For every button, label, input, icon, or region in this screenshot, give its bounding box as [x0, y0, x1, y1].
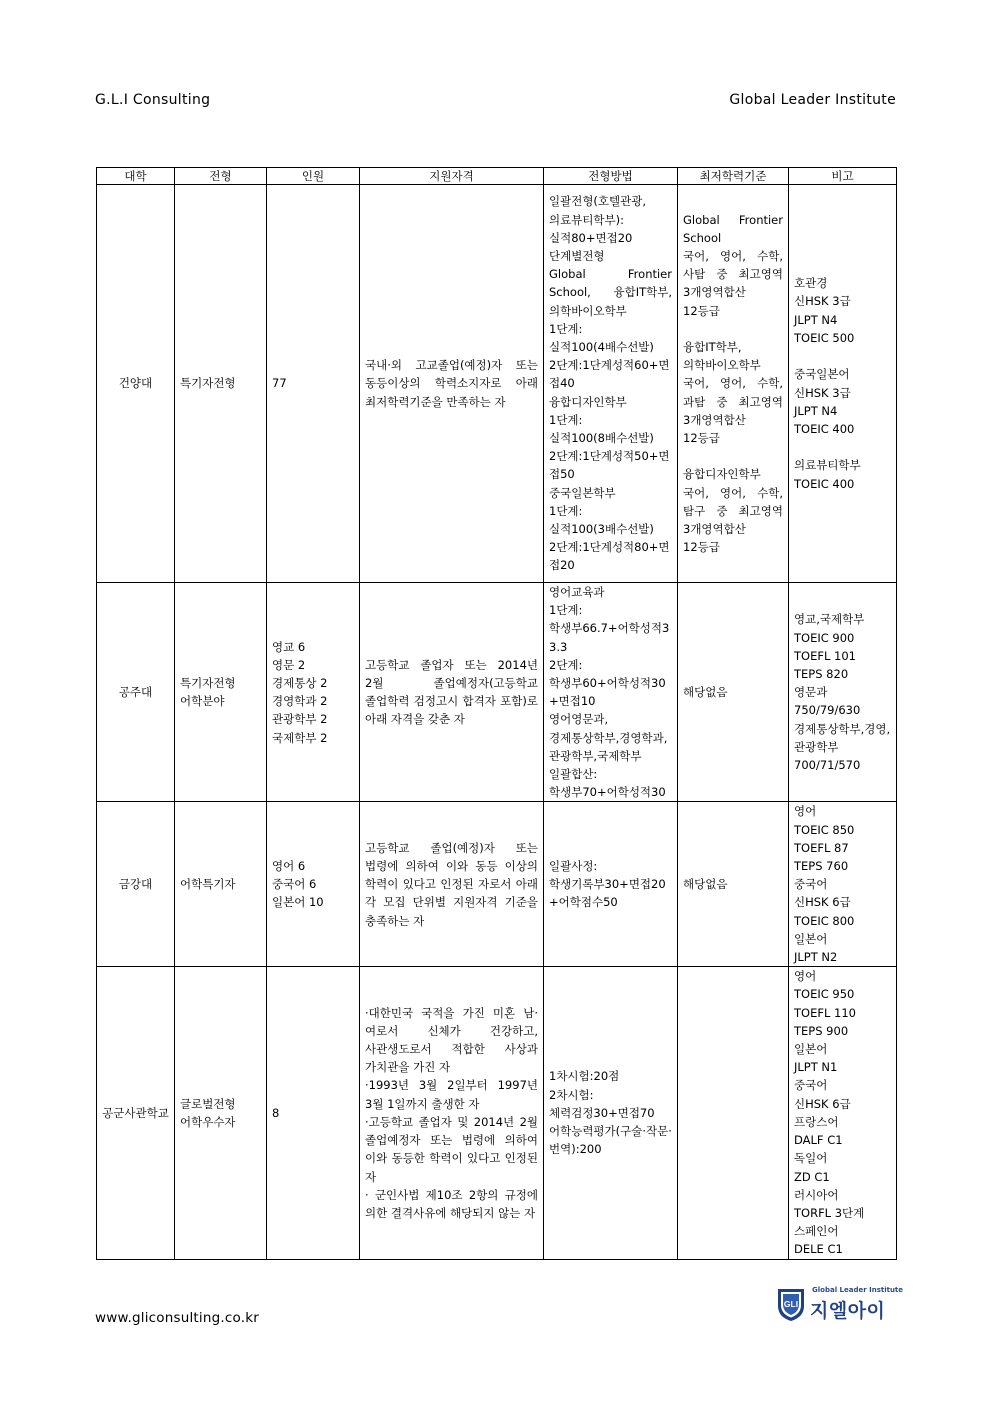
cell-line: 중국일본학부	[549, 485, 616, 500]
logo-subtitle: Global Leader Institute	[812, 1286, 904, 1294]
cell-line: 일본어	[794, 1042, 828, 1057]
cell-line: 금강대	[118, 877, 153, 892]
cell-note	[789, 967, 897, 1259]
cell-line: 영문과	[794, 685, 828, 700]
cell-line: 영문 2	[272, 657, 306, 672]
cell-minimum-standard	[678, 802, 789, 967]
cell-line: TOEIC 400	[794, 421, 855, 436]
cell-line: 영교,국제학부	[794, 612, 865, 627]
cell-line: ZD C1	[794, 1169, 830, 1184]
col-header-minimum: 최저학력기준	[678, 168, 789, 185]
svg-text:GLI: GLI	[783, 1299, 799, 1309]
cell-line: 중국어	[794, 1078, 828, 1093]
table-row	[97, 802, 897, 967]
cell-line: TOEFL 87	[794, 840, 849, 855]
header-institute: Global Leader Institute	[729, 92, 896, 108]
cell-line: 일괄합산:학생부70+어학성적30	[549, 767, 666, 800]
cell-line: TOEFL 110	[794, 1005, 856, 1020]
cell-line: 관광학부 2	[272, 712, 328, 727]
header-company: G.L.I Consulting	[95, 92, 211, 108]
cell-line: 신HSK 3급	[794, 385, 851, 400]
admission-table	[96, 167, 897, 1260]
cell-line: JLPT N1	[794, 1060, 838, 1075]
cell-line: 일괄사정:학생기록부30+면접20+어학점수50	[549, 859, 666, 910]
table-row	[97, 967, 897, 1259]
cell-line: TEPS 900	[794, 1023, 849, 1038]
cell-university	[97, 967, 175, 1259]
logo-name: 지엘아이	[810, 1300, 886, 1322]
cell-note	[789, 185, 897, 583]
table-row	[97, 185, 897, 583]
cell-line: 단계별전형	[549, 248, 605, 263]
footer-url: www.gliconsulting.co.kr	[95, 1310, 259, 1326]
cell-line: ·고등학교 졸업자 및 2014년 2월 졸업예정자 또는 법령에 의하여 이와 동등한 학력이 있다고 인정된 자	[365, 1114, 542, 1184]
cell-line: 의료뷰티학부	[794, 458, 861, 473]
cell-method	[544, 967, 678, 1259]
cell-line: 중국어	[794, 877, 828, 892]
cell-line: TOEIC 950	[794, 987, 855, 1002]
table-header-row	[97, 168, 897, 185]
cell-quota	[267, 802, 360, 967]
cell-line: 영어영문과,경제통상학부,경영학과,관광학부,국제학부	[549, 712, 668, 763]
cell-line: 영교 6	[272, 639, 306, 654]
cell-line: 1단계:실적100(8배수선발)	[549, 412, 654, 445]
cell-line: 독일어	[794, 1151, 828, 1166]
cell-line: 경제통상학부,경영,관광학부	[794, 721, 891, 754]
cell-note	[789, 583, 897, 802]
cell-line: 8	[272, 1105, 280, 1120]
cell-line: 융합디자인학부	[683, 467, 761, 482]
cell-line: 신HSK 3급	[794, 294, 851, 309]
cell-minimum-standard	[678, 583, 789, 802]
cell-line: TORFL 3단계	[794, 1205, 865, 1220]
cell-line	[683, 320, 783, 338]
cell-line	[794, 438, 891, 456]
cell-line: 영어	[794, 969, 817, 984]
cell-line	[794, 347, 891, 365]
cell-qualification	[360, 583, 544, 802]
cell-line: 경제통상 2	[272, 676, 328, 691]
cell-method	[544, 185, 678, 583]
cell-line: 공주대	[118, 685, 153, 700]
cell-line: 어학능력평가(구술·작문·번역):200	[549, 1123, 672, 1157]
cell-line: TOEIC 400	[794, 476, 855, 491]
cell-qualification	[360, 185, 544, 583]
cell-line: 국어, 영어, 수학, 탐구 중 최고영역 3개영역합산 12등급	[683, 485, 787, 555]
cell-quota	[267, 185, 360, 583]
col-header-univ: 대학	[97, 168, 175, 185]
cell-line: 750/79/630	[794, 703, 861, 718]
cell-line: 영어	[794, 804, 817, 819]
cell-line: TOEIC 800	[794, 913, 855, 928]
col-header-type: 전형	[175, 168, 267, 185]
cell-line: 융합IT학부, 의학바이오학부	[683, 339, 761, 373]
cell-line: 1단계:학생부66.7+어학성적33.3	[549, 603, 670, 654]
cell-line: DELE C1	[794, 1242, 843, 1257]
cell-line: 700/71/570	[794, 757, 861, 772]
cell-admission-type	[175, 802, 267, 967]
cell-line: 스페인어	[794, 1224, 839, 1239]
cell-line: 일본어	[794, 931, 828, 946]
cell-line: 경영학과 2	[272, 694, 328, 709]
cell-line: 2단계:1단계성적50+면접50	[549, 449, 670, 482]
cell-line: 국어, 영어, 수학, 과탐 중 최고영역 3개영역합산 12등급	[683, 376, 787, 445]
cell-admission-type	[175, 967, 267, 1259]
cell-line: 어학분야	[180, 694, 225, 709]
cell-line: 어학특기자	[180, 877, 236, 892]
cell-quota	[267, 967, 360, 1259]
cell-method	[544, 802, 678, 967]
cell-university	[97, 802, 175, 967]
table-row	[97, 583, 897, 802]
cell-line: 국제학부 2	[272, 730, 328, 745]
cell-line: 1단계:실적100(3배수선발)	[549, 503, 654, 537]
cell-line: 융합디자인학부	[549, 394, 627, 409]
cell-line: 고등학교 졸업(예정)자 또는 법령에 의하여 이와 동등 이상의 학력이 있다고 인정된 자로서 아래 각 모집 단위별 지원자격 기준을 충족하는 자	[365, 840, 542, 928]
cell-line: 1차시험:20점	[549, 1069, 620, 1084]
cell-line: 특기자전형	[180, 376, 236, 391]
cell-method	[544, 583, 678, 802]
cell-line: 건양대	[118, 376, 153, 391]
cell-line: JLPT N4	[794, 403, 838, 418]
cell-line: 중국일본어	[794, 367, 850, 382]
cell-line: 영어교육과	[549, 585, 605, 599]
cell-university	[97, 583, 175, 802]
cell-line: 국내·외 고교졸업(예정)자 또는 동등이상의 학력소지자로 아래 최저학력기준을 만족하는 자	[365, 358, 542, 409]
gli-logo	[776, 1284, 904, 1326]
cell-line	[683, 447, 783, 465]
cell-admission-type	[175, 583, 267, 802]
cell-note	[789, 802, 897, 967]
col-header-method: 전형방법	[544, 168, 678, 185]
cell-line: 해당없음	[683, 877, 728, 892]
cell-line: TEPS 760	[794, 859, 849, 874]
cell-line: TOEIC 900	[794, 630, 855, 645]
cell-line: TOEIC 850	[794, 822, 855, 837]
cell-line: 77	[272, 376, 287, 391]
cell-line: 영어 6	[272, 859, 306, 874]
col-header-qualification: 지원자격	[360, 168, 544, 185]
cell-line: JLPT N4	[794, 312, 838, 327]
cell-line: TOEFL 101	[794, 648, 856, 663]
cell-minimum-standard	[678, 967, 789, 1259]
cell-minimum-standard	[678, 185, 789, 583]
cell-line: TEPS 820	[794, 666, 849, 681]
col-header-note: 비고	[789, 168, 897, 185]
cell-line: 특기자전형	[180, 676, 236, 691]
cell-qualification	[360, 967, 544, 1259]
cell-university	[97, 185, 175, 583]
cell-line: 호관경	[794, 276, 828, 291]
cell-line: ·1993년 3월 2일부터 1997년 3월 1일까지 출생한 자	[365, 1078, 542, 1111]
cell-line: ·대한민국 국적을 가진 미혼 남·여로서 신체가 건강하고, 사관생도로서 적합한 사상과 가치관을 가진 자	[365, 1005, 542, 1075]
cell-line: 국어, 영어, 수학, 사탐 중 최고영역 3개영역합산 12등급	[683, 248, 787, 318]
shield-logo-icon	[776, 1286, 806, 1322]
cell-admission-type	[175, 185, 267, 583]
cell-quota	[267, 583, 360, 802]
cell-line: 일괄전형(호텔관광,의료뷰티학부):실적80+면접20	[549, 194, 647, 245]
cell-line: 일본어 10	[272, 895, 324, 910]
cell-line: 중국어 6	[272, 877, 317, 892]
cell-line: 공군사관학교	[102, 1105, 169, 1120]
cell-line: 2단계:1단계성적60+면접40	[549, 358, 670, 391]
cell-line: 러시아어	[794, 1187, 839, 1202]
cell-line: 프랑스어	[794, 1114, 839, 1129]
cell-line: 신HSK 6급	[794, 895, 851, 910]
col-header-quota: 인원	[267, 168, 360, 185]
cell-line: JLPT N2	[794, 950, 838, 965]
cell-line: 2단계:1단계성적80+면접20	[549, 540, 670, 573]
cell-line: 글로벌전형	[180, 1096, 236, 1111]
cell-line: 신HSK 6급	[794, 1096, 851, 1111]
cell-line: Global Frontier School, 융합IT학부, 의학바이오학부	[549, 267, 676, 318]
cell-line: 해당없음	[683, 685, 728, 700]
cell-line: 1단계:실적100(4배수선발)	[549, 321, 654, 354]
cell-line: TOEIC 500	[794, 330, 855, 345]
cell-line: 고등학교 졸업자 또는 2014년 2월 졸업예정자(고등학교 졸업학력 검정고시 합격자 포함)로 아래 자격을 갖춘 자	[365, 657, 542, 727]
cell-line: Global Frontier School	[683, 212, 787, 245]
cell-qualification	[360, 802, 544, 967]
cell-line: 2차시험:체력검정30+면접70	[549, 1087, 655, 1120]
cell-line: 어학우수자	[180, 1114, 236, 1129]
cell-line: DALF C1	[794, 1133, 843, 1148]
cell-line: 2단계:학생부60+어학성적30+면접10	[549, 657, 666, 709]
cell-line: · 군인사법 제10조 2항의 규정에 의한 결격사유에 해당되지 않는 자	[365, 1187, 542, 1220]
